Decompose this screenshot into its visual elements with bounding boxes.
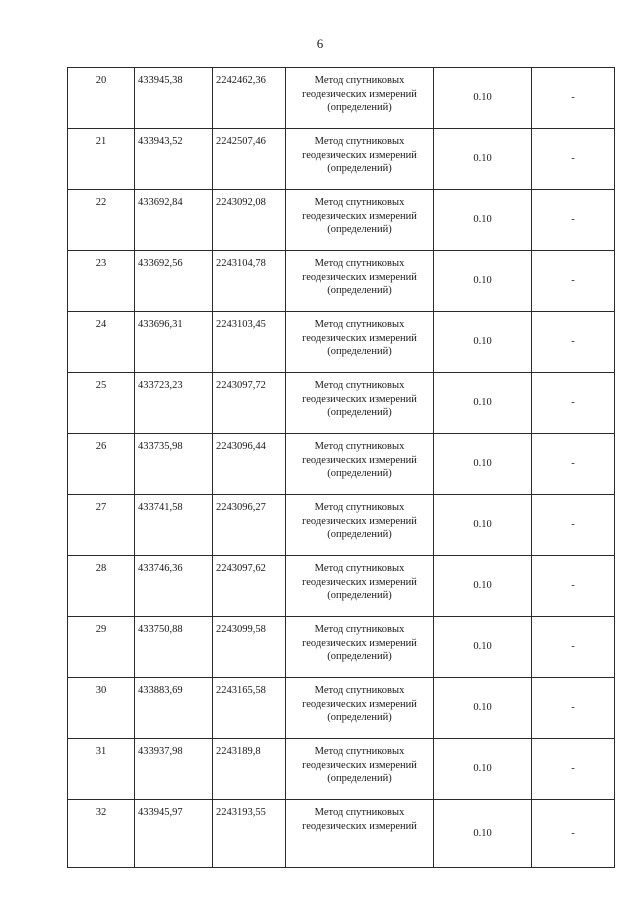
table-row — [68, 312, 615, 373]
point-number-cell: 21 — [68, 129, 135, 190]
note-cell: - — [532, 617, 615, 678]
note-cell: - — [532, 251, 615, 312]
method-line: геодезических измерений — [302, 698, 417, 710]
x-coordinate-cell: 433943,52 — [135, 129, 213, 190]
x-coordinate-cell: 433945,97 — [135, 800, 213, 868]
accuracy-cell: 0.10 — [434, 739, 532, 800]
method-line: геодезических измерений — [302, 271, 417, 283]
method-line: Метод спутниковых — [314, 319, 405, 330]
table-row — [68, 68, 615, 129]
method-line: Метод спутниковых — [314, 563, 405, 574]
y-coordinate-cell: 2242507,46 — [213, 129, 286, 190]
y-coordinate-cell: 2243096,27 — [213, 495, 286, 556]
method-line: (определений) — [327, 773, 392, 784]
method-line: геодезических измерений — [302, 454, 417, 466]
method-line: геодезических измерений — [302, 210, 417, 222]
method-line: геодезических измерений — [302, 637, 417, 649]
point-number-cell: 31 — [68, 739, 135, 800]
y-coordinate-cell: 2243099,58 — [213, 617, 286, 678]
accuracy-cell: 0.10 — [434, 129, 532, 190]
method-line: Метод спутниковых — [314, 502, 405, 513]
table-row — [68, 556, 615, 617]
point-number-cell: 22 — [68, 190, 135, 251]
method-line: (определений) — [327, 285, 392, 296]
y-coordinate-cell: 2243165,58 — [213, 678, 286, 739]
method-cell — [286, 739, 434, 800]
x-coordinate-cell: 433746,36 — [135, 556, 213, 617]
point-number-cell: 32 — [68, 800, 135, 868]
accuracy-cell: 0.10 — [434, 190, 532, 251]
method-cell — [286, 251, 434, 312]
method-line: геодезических измерений — [302, 820, 417, 832]
note-cell: - — [532, 800, 615, 868]
x-coordinate-cell: 433741,58 — [135, 495, 213, 556]
note-cell: - — [532, 556, 615, 617]
method-cell — [286, 800, 434, 868]
method-line: (определений) — [327, 651, 392, 662]
note-cell: - — [532, 373, 615, 434]
method-cell — [286, 617, 434, 678]
method-line: (определений) — [327, 590, 392, 601]
method-line: Метод спутниковых — [314, 624, 405, 635]
point-number-cell: 29 — [68, 617, 135, 678]
method-cell — [286, 678, 434, 739]
y-coordinate-cell: 2243097,72 — [213, 373, 286, 434]
x-coordinate-cell: 433883,69 — [135, 678, 213, 739]
method-line: Метод спутниковых — [314, 258, 405, 269]
point-number-cell: 27 — [68, 495, 135, 556]
x-coordinate-cell: 433692,84 — [135, 190, 213, 251]
note-cell: - — [532, 678, 615, 739]
y-coordinate-cell: 2243103,45 — [213, 312, 286, 373]
method-cell — [286, 373, 434, 434]
x-coordinate-cell: 433750,88 — [135, 617, 213, 678]
method-line: (определений) — [327, 468, 392, 479]
point-number-cell: 26 — [68, 434, 135, 495]
coordinates-table — [67, 67, 615, 868]
x-coordinate-cell: 433735,98 — [135, 434, 213, 495]
method-line: (определений) — [327, 529, 392, 540]
table-row — [68, 129, 615, 190]
x-coordinate-cell: 433692,56 — [135, 251, 213, 312]
accuracy-cell: 0.10 — [434, 312, 532, 373]
x-coordinate-cell: 433945,38 — [135, 68, 213, 129]
method-cell — [286, 495, 434, 556]
accuracy-cell: 0.10 — [434, 800, 532, 868]
note-cell: - — [532, 190, 615, 251]
note-cell: - — [532, 739, 615, 800]
accuracy-cell: 0.10 — [434, 373, 532, 434]
method-line: (определений) — [327, 224, 392, 235]
y-coordinate-cell: 2243104,78 — [213, 251, 286, 312]
accuracy-cell: 0.10 — [434, 434, 532, 495]
method-cell — [286, 68, 434, 129]
method-line: Метод спутниковых — [314, 380, 405, 391]
method-line: геодезических измерений — [302, 149, 417, 161]
accuracy-cell: 0.10 — [434, 617, 532, 678]
method-line: геодезических измерений — [302, 759, 417, 771]
method-line: (определений) — [327, 163, 392, 174]
x-coordinate-cell: 433937,98 — [135, 739, 213, 800]
note-cell: - — [532, 434, 615, 495]
coordinates-table-body — [68, 68, 615, 868]
y-coordinate-cell: 2243096,44 — [213, 434, 286, 495]
method-line: Метод спутниковых — [314, 807, 405, 818]
note-cell: - — [532, 68, 615, 129]
method-line: (определений) — [327, 407, 392, 418]
table-row — [68, 434, 615, 495]
method-cell — [286, 129, 434, 190]
method-cell — [286, 434, 434, 495]
x-coordinate-cell: 433723,23 — [135, 373, 213, 434]
accuracy-cell: 0.10 — [434, 678, 532, 739]
method-line: геодезических измерений — [302, 332, 417, 344]
accuracy-cell: 0.10 — [434, 556, 532, 617]
table-row — [68, 190, 615, 251]
point-number-cell: 23 — [68, 251, 135, 312]
method-cell — [286, 312, 434, 373]
method-line: Метод спутниковых — [314, 746, 405, 757]
note-cell: - — [532, 312, 615, 373]
table-row — [68, 678, 615, 739]
method-line: (определений) — [327, 712, 392, 723]
method-line: Метод спутниковых — [314, 197, 405, 208]
table-row — [68, 495, 615, 556]
note-cell: - — [532, 495, 615, 556]
y-coordinate-cell: 2243092,08 — [213, 190, 286, 251]
point-number-cell: 25 — [68, 373, 135, 434]
point-number-cell: 20 — [68, 68, 135, 129]
table-row — [68, 251, 615, 312]
table-row — [68, 739, 615, 800]
method-line: геодезических измерений — [302, 88, 417, 100]
method-line: геодезических измерений — [302, 515, 417, 527]
y-coordinate-cell: 2243193,55 — [213, 800, 286, 868]
method-line: Метод спутниковых — [314, 75, 405, 86]
table-row — [68, 373, 615, 434]
method-cell — [286, 190, 434, 251]
method-line: Метод спутниковых — [314, 136, 405, 147]
note-cell: - — [532, 129, 615, 190]
table-row — [68, 800, 615, 868]
page-number: 6 — [316, 36, 324, 51]
method-line: Метод спутниковых — [314, 441, 405, 452]
method-line: (определений) — [327, 102, 392, 113]
accuracy-cell: 0.10 — [434, 68, 532, 129]
table-row — [68, 617, 615, 678]
x-coordinate-cell: 433696,31 — [135, 312, 213, 373]
method-line: (определений) — [327, 346, 392, 357]
point-number-cell: 28 — [68, 556, 135, 617]
method-cell — [286, 556, 434, 617]
accuracy-cell: 0.10 — [434, 495, 532, 556]
y-coordinate-cell: 2243189,8 — [213, 739, 286, 800]
y-coordinate-cell: 2243097,62 — [213, 556, 286, 617]
y-coordinate-cell: 2242462,36 — [213, 68, 286, 129]
method-line: Метод спутниковых — [314, 685, 405, 696]
point-number-cell: 24 — [68, 312, 135, 373]
point-number-cell: 30 — [68, 678, 135, 739]
method-line: геодезических измерений — [302, 576, 417, 588]
accuracy-cell: 0.10 — [434, 251, 532, 312]
method-line: геодезических измерений — [302, 393, 417, 405]
